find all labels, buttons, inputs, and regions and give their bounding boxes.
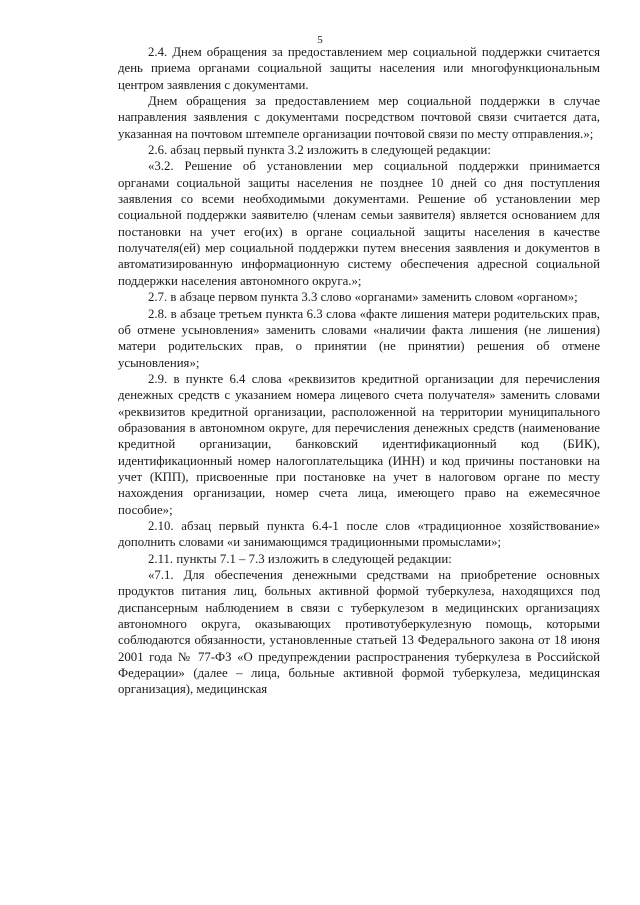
paragraph-2-8: 2.8. в абзаце третьем пункта 6.3 слова «факте лишения матери родительских прав, об отмене усыновления» заменить словами «наличии факта лишения (не лишения) матери родительских прав, о принятии (не принятии) решения об отмене усыновления»; bbox=[118, 306, 600, 370]
paragraph-2-6: 2.6. абзац первый пункта 3.2 изложить в следующей редакции: bbox=[148, 143, 491, 158]
paragraph-2-9: 2.9. в пункте 6.4 слова «реквизитов кредитной организации для перечисления денежных средств с указанием номера лицевого счета получателя» заменить словами «реквизитов кредитной организации, расположенной на территории муниципального образования в автономном округе, для перечисления денежных средств (наименование кредитной организации, банковский идентификационный код (БИК), идентификационный номер налогоплательщика (ИНН) и код причины постановки на учет (КПП), присвоенные при постановке на учет в налоговом органе по месту нахождения организации, номер счета лица, имеющего право на ежемесячное пособие»; bbox=[118, 371, 600, 517]
document-body bbox=[118, 44, 600, 698]
paragraph-3-2-text: «3.2. Решение об установлении мер социальной поддержки принимается органами социальной защиты населения не позднее 10 дней со дня поступления заявления со всеми необходимыми документами. Решение об установлении мер социальной поддержки заявителю (членам семьи заявителя) является основанием для постановки на учет его(их) в органе социальной защиты населения в качестве получателя(ей) мер социальной поддержки путем внесения заявления и документов в автоматизированную информационную систему обеспечения адресной социальной поддержки населения автономного округа.»; bbox=[118, 159, 600, 288]
paragraph-2-11: 2.11. пункты 7.1 – 7.3 изложить в следующей редакции: bbox=[148, 551, 452, 566]
paragraph-2-7: 2.7. в абзаце первом пункта 3.3 слово «органами» заменить словом «органом»; bbox=[148, 290, 578, 305]
paragraph-7-1-text: «7.1. Для обеспечения денежными средствами на приобретение основных продуктов питания лиц, больных активной формой туберкулеза, находящихся под диспансерным наблюдением в связи с туберкулезом в медицинских организациях автономного округа, оказывающих противотуберкулезную помощь, которыми соблюдаются обязанности, установленные статьей 13 Федерального закона от 18 июня 2001 года № 77-ФЗ «О предупреждении распространения туберкулеза в Российской Федерации» (далее – лица, больные активной формой туберкулеза, медицинская организация), медицинская bbox=[118, 568, 600, 697]
paragraph-2-4: 2.4. Днем обращения за предоставлением мер социальной поддержки считается день приема органами социальной защиты населения или многофункциональным центром заявления с документами. bbox=[118, 45, 600, 92]
paragraph-2-4-postal: Днем обращения за предоставлением мер социальной поддержки в случае направления заявления с документами посредством почтовой связи считается дата, указанная на почтовом штемпеле организации почтовой связи по месту отправления.»; bbox=[118, 94, 600, 141]
paragraph-2-10: 2.10. абзац первый пункта 6.4-1 после слов «традиционное хозяйствование» дополнить словами «и занимающимся традиционными промыслами»; bbox=[118, 518, 600, 550]
page-number: 5 bbox=[317, 34, 323, 46]
